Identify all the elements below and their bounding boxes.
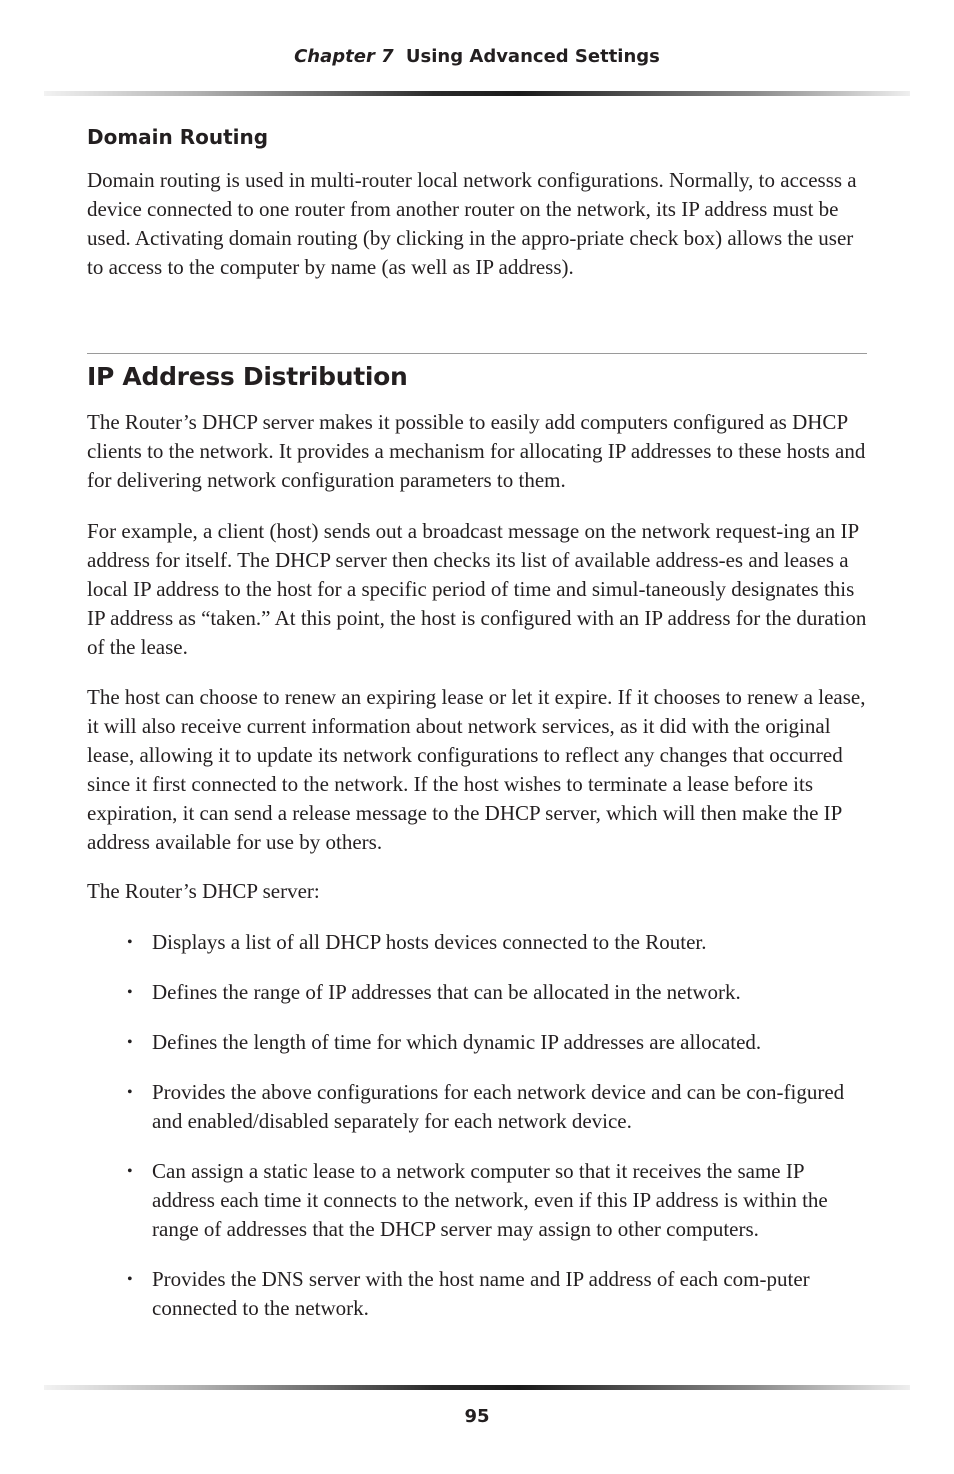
header-rule [44,91,910,96]
paragraph-1: The Router’s DHCP server makes it possible to easily add computers configured as DHCP clients to the network. It provides a mechanism for allocating IP addresses to these hosts and for delivering network configuration parameters to them. [87,410,866,492]
domain-routing-paragraph: Domain routing is used in multi-router local network configurations. Normally, to accesss a device connected to one router from another router on the network, its IP address must be used. Activating domain routing (by clicking in the appro-priate check box) allows the user to access to the computer by name (as well as IP address). [87,168,857,279]
list-item-text: Provides the DNS server with the host name and IP address of each com-puter connected to the network. [152,1267,810,1320]
section-heading-ip-address-distribution: IP Address Distribution [87,362,408,391]
list-item [87,1028,867,1057]
footer-rule [44,1385,910,1390]
list-item-text: Defines the length of time for which dynamic IP addresses are allocated. [152,1030,762,1054]
bullet-icon: • [127,1034,133,1051]
list-item-text: Defines the range of IP addresses that can be allocated in the network. [152,980,741,1004]
list-item [87,1157,867,1244]
bullet-icon: • [127,1163,133,1180]
section-heading-domain-routing: Domain Routing [87,125,269,149]
list-item-text: Provides the above configurations for each network device and can be con-figured and enabled/disabled separately for each network device. [152,1080,845,1133]
paragraph-3: The host can choose to renew an expiring lease or let it expire. If it chooses to renew a lease, it will also receive current information about network services, as it did with the original lease, allowing it to update its network configurations to reflect any changes that occurred since it first connected to the network. If the host wishes to terminate a lease before its expiration, it can send a release message to the DHCP server, which will then make the IP address available for use by others. [87,685,866,854]
running-header [0,46,954,67]
bullet-icon: • [127,1271,133,1288]
page-number: 95 [464,1406,490,1427]
bullet-icon: • [127,1084,133,1101]
chapter-title: Using Advanced Settings [405,46,660,67]
section-divider [87,353,867,354]
list-item [87,1078,867,1136]
list-item [87,1265,867,1323]
list-item-text: Can assign a static lease to a network computer so that it receives the same IP address each time it connects to the network, even if this IP address is within the range of addresses that the DHCP server may assign to other computers. [152,1159,828,1241]
list-item [87,978,867,1007]
paragraph-4: The Router’s DHCP server: [87,879,320,903]
dhcp-feature-list [87,928,867,1344]
chapter-label: Chapter 7 [294,46,394,67]
list-item-text: Displays a list of all DHCP hosts devices connected to the Router. [152,930,707,954]
bullet-icon: • [127,934,133,951]
list-item [87,928,867,957]
bullet-icon: • [127,984,133,1001]
paragraph-2: For example, a client (host) sends out a broadcast message on the network request-ing an IP address for itself. The DHCP server then checks its list of available address-es and leases a local IP address to the host for a specific period of time and simul-taneously designates this IP address as “taken.” At this point, the host is configured with an IP address for the duration of the lease. [87,519,867,659]
